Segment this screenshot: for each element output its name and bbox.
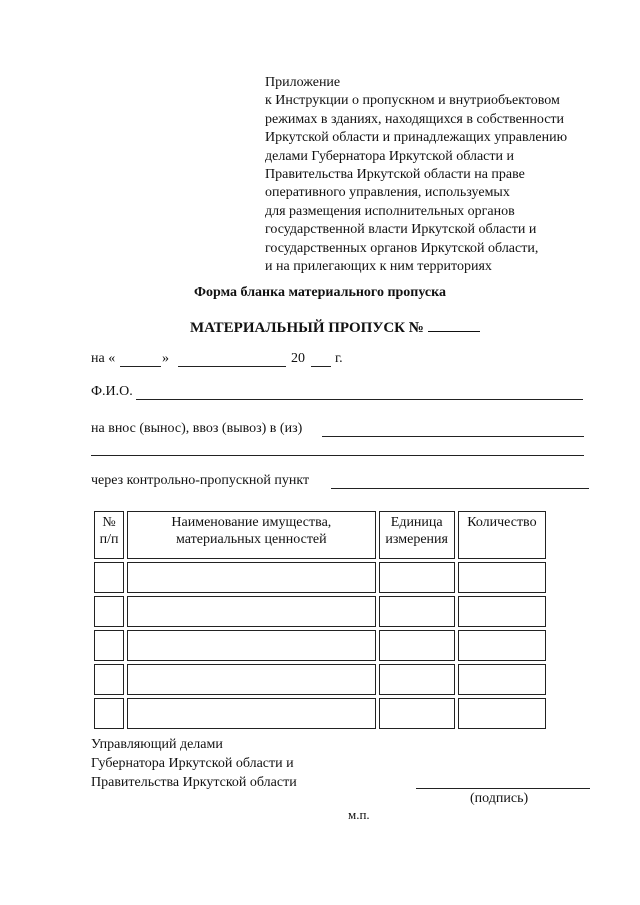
- pass-number-field[interactable]: [428, 317, 480, 332]
- cell-quantity[interactable]: [458, 562, 546, 593]
- fio-label: Ф.И.О.: [91, 384, 133, 399]
- transfer-field-continuation[interactable]: [91, 455, 584, 456]
- cell-quantity[interactable]: [458, 664, 546, 695]
- appendix-line: государственных органов Иркутской области,: [265, 240, 539, 256]
- cell-number[interactable]: [94, 596, 124, 627]
- header-item-name: Наименование имущества, материальных ценностей: [127, 511, 376, 559]
- appendix-line: режимах в зданиях, находящихся в собственности: [265, 111, 565, 127]
- stamp-place-label: м.п.: [348, 807, 370, 822]
- table-row: [94, 630, 546, 661]
- appendix-line: Иркутской области и принадлежащих управлению: [265, 130, 568, 146]
- cell-number[interactable]: [94, 698, 124, 729]
- date-prefix: на «: [91, 351, 116, 366]
- table-row: [94, 596, 546, 627]
- appendix-line: для размещения исполнительных органов: [265, 203, 515, 219]
- cell-number[interactable]: [94, 664, 124, 695]
- appendix-note: [265, 74, 605, 276]
- header-quantity: Количество: [458, 511, 546, 559]
- signer-title-line: Правительства Иркутской области: [91, 775, 297, 790]
- signer-title-line: Губернатора Иркутской области и: [91, 756, 294, 771]
- checkpoint-label: через контрольно-пропускной пункт: [91, 473, 310, 488]
- cell-number[interactable]: [94, 630, 124, 661]
- cell-unit[interactable]: [379, 562, 455, 593]
- table-row: [94, 562, 546, 593]
- cell-number[interactable]: [94, 562, 124, 593]
- appendix-line: оперативного управления, используемых: [265, 185, 510, 201]
- signature-caption: (подпись): [470, 791, 529, 806]
- appendix-line: к Инструкции о пропускном и внутриобъектовом: [265, 93, 560, 109]
- cell-item-name[interactable]: [127, 562, 376, 593]
- cell-unit[interactable]: [379, 698, 455, 729]
- date-year-field[interactable]: [311, 366, 331, 367]
- cell-item-name[interactable]: [127, 698, 376, 729]
- cell-unit[interactable]: [379, 630, 455, 661]
- appendix-line: Приложение: [265, 75, 341, 90]
- cell-item-name[interactable]: [127, 664, 376, 695]
- table-header-row: [94, 511, 546, 559]
- cell-item-name[interactable]: [127, 596, 376, 627]
- transfer-label: на внос (вынос), ввоз (вывоз) в (из): [91, 421, 303, 436]
- cell-unit[interactable]: [379, 664, 455, 695]
- appendix-line: и на прилегающих к ним территориях: [265, 259, 492, 275]
- appendix-line: Правительства Иркутской области на праве: [265, 167, 525, 183]
- table-row: [94, 698, 546, 729]
- cell-unit[interactable]: [379, 596, 455, 627]
- date-year-prefix: 20: [291, 351, 305, 366]
- appendix-line: государственной власти Иркутской области и: [265, 222, 537, 238]
- header-number: № п/п: [94, 511, 124, 559]
- date-month-field[interactable]: [178, 366, 286, 367]
- table-row: [94, 664, 546, 695]
- date-day-field[interactable]: [120, 366, 161, 367]
- cell-item-name[interactable]: [127, 630, 376, 661]
- signer-title-line: Управляющий делами: [91, 737, 223, 752]
- signature-field[interactable]: [416, 788, 590, 789]
- document-title-text: МАТЕРИАЛЬНЫЙ ПРОПУСК №: [190, 320, 424, 336]
- date-year-suffix: г.: [335, 351, 343, 366]
- cell-quantity[interactable]: [458, 630, 546, 661]
- appendix-line: делами Губернатора Иркутской области и: [265, 148, 514, 164]
- cell-quantity[interactable]: [458, 596, 546, 627]
- form-title: Форма бланка материального пропуска: [194, 285, 446, 300]
- transfer-field[interactable]: [322, 436, 584, 437]
- cell-quantity[interactable]: [458, 698, 546, 729]
- fio-field[interactable]: [136, 399, 583, 400]
- header-unit: Единица измерения: [379, 511, 455, 559]
- items-table: [91, 508, 549, 732]
- document-title: [190, 317, 480, 337]
- checkpoint-field[interactable]: [331, 488, 589, 489]
- date-close-quote: »: [162, 351, 169, 366]
